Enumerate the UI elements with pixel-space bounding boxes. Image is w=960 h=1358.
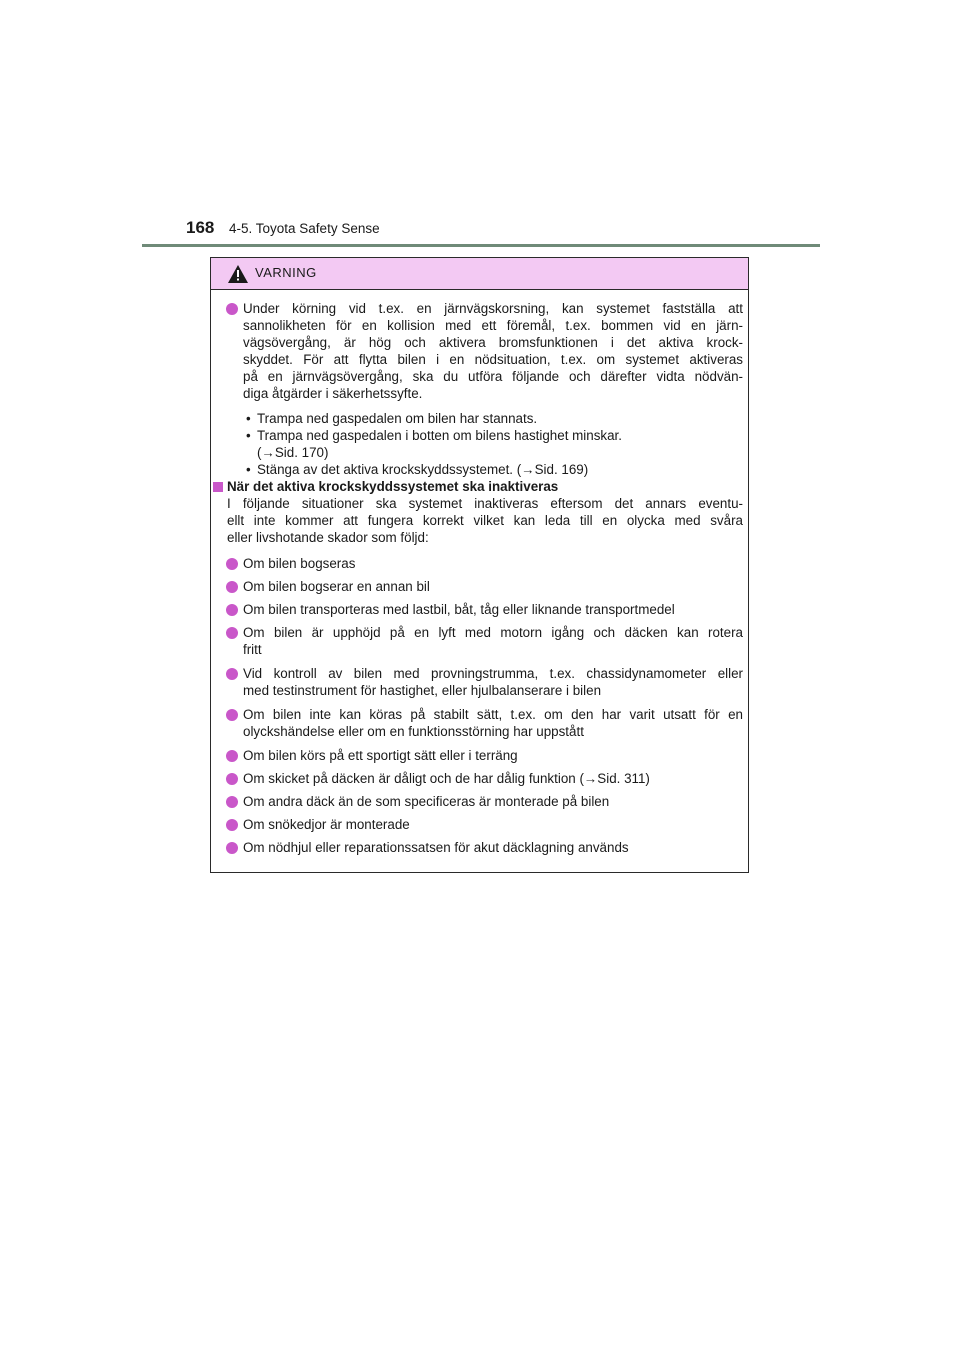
section-heading: När det aktiva krockskyddssystemet ska inaktiveras bbox=[227, 479, 559, 494]
bullet-icon bbox=[226, 750, 238, 762]
bullet-icon bbox=[226, 581, 238, 593]
list-item: Om bilen bogserar en annan bil bbox=[243, 579, 430, 594]
section-line: ellt inte kommer att fungera korrekt vilket kan leda till en olycka med svåra bbox=[227, 513, 743, 528]
section-title: 4-5. Toyota Safety Sense bbox=[229, 221, 380, 236]
list-item: Om bilen inte kan köras på stabilt sätt, t.ex. om den har varit utsatt för en bbox=[243, 707, 743, 722]
bullet-icon bbox=[226, 819, 238, 831]
list-item: Om bilen är upphöjd på en lyft med motorn igång och däcken kan rotera bbox=[243, 625, 743, 640]
list-item: Om bilen körs på ett sportigt sätt eller i terräng bbox=[243, 748, 518, 763]
sub-item: Trampa ned gaspedalen om bilen har stannats. bbox=[257, 411, 538, 426]
list-item-cont: olyckshändelse eller om en funktionsstörning har uppstått bbox=[243, 724, 584, 739]
list-item: Om snökedjor är monterade bbox=[243, 817, 410, 832]
list-item: Om bilen transporteras med lastbil, båt, tåg eller liknande transportmedel bbox=[243, 602, 675, 617]
warning-triangle-icon bbox=[227, 264, 249, 284]
bullet-icon bbox=[226, 668, 238, 680]
sub-dot: • bbox=[246, 411, 251, 426]
intro-line: vägsövergång, är hög och aktivera bromsfunktionen i det aktiva krock- bbox=[243, 335, 743, 350]
bullet-icon bbox=[226, 303, 238, 315]
bullet-icon bbox=[226, 773, 238, 785]
sub-item-ref: (→Sid. 170) bbox=[257, 445, 329, 460]
bullet-icon bbox=[226, 796, 238, 808]
bullet-icon bbox=[226, 842, 238, 854]
bullet-icon bbox=[226, 709, 238, 721]
intro-line: på en järnvägsövergång, ska du utföra följande och därefter vidta nödvän- bbox=[243, 369, 743, 384]
bullet-icon bbox=[226, 604, 238, 616]
intro-line: diga åtgärder i säkerhetssyfte. bbox=[243, 386, 423, 401]
sub-item: Stänga av det aktiva krockskyddssystemet. (→Sid. 169) bbox=[257, 462, 589, 477]
bullet-icon bbox=[226, 627, 238, 639]
section-line: eller livshotande skador som följd: bbox=[227, 530, 429, 545]
section-square-icon bbox=[213, 482, 223, 492]
list-item-cont: fritt bbox=[243, 642, 262, 657]
list-item: Om nödhjul eller reparationssatsen för akut däcklagning används bbox=[243, 840, 629, 855]
sub-item: Trampa ned gaspedalen i botten om bilens hastighet minskar. bbox=[257, 428, 622, 443]
list-item: Om bilen bogseras bbox=[243, 556, 356, 571]
intro-line: sannolikheten för en kollision med ett föremål, t.ex. bommen vid en järn- bbox=[243, 318, 743, 333]
list-item: Om andra däck än de som specificeras är monterade på bilen bbox=[243, 794, 610, 809]
warning-title: VARNING bbox=[255, 265, 317, 280]
sub-dot: • bbox=[246, 428, 251, 443]
sub-dot: • bbox=[246, 462, 251, 477]
list-item: Om skicket på däcken är dåligt och de har dålig funktion (→Sid. 311) bbox=[243, 771, 650, 786]
intro-line: skyddet. För att flytta bilen i en nödsituation, t.ex. om systemet aktiveras bbox=[243, 352, 743, 367]
list-item-cont: med testinstrument för hastighet, eller hjulbalanserare i bilen bbox=[243, 683, 602, 698]
warning-header bbox=[211, 258, 748, 290]
list-item: Vid kontroll av bilen med provningstrumma, t.ex. chassidynamometer eller bbox=[243, 666, 743, 681]
page-header bbox=[142, 218, 820, 242]
bullet-icon bbox=[226, 558, 238, 570]
warning-box bbox=[210, 257, 749, 873]
intro-line: Under körning vid t.ex. en järnvägskorsning, kan systemet fastställa att bbox=[243, 301, 743, 316]
page-number: 168 bbox=[186, 218, 215, 237]
section-line: I följande situationer ska systemet inaktiveras eftersom det annars eventu- bbox=[227, 496, 743, 511]
header-rule bbox=[142, 244, 820, 247]
